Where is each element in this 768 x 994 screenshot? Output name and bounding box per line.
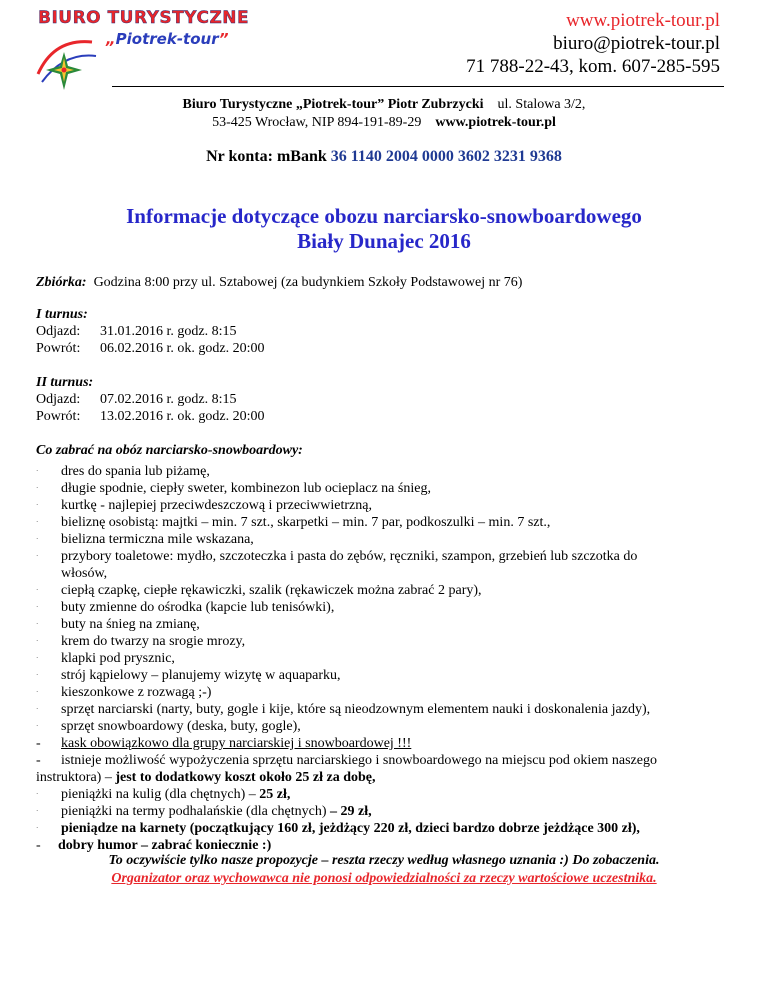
logo-title: BIURO TURYSTYCZNE [38,8,250,28]
list-item: kieszonkowe z rozwagą ;-) [61,685,212,700]
list-bullet: · [36,467,39,475]
list-item: bieliznę osobistą: majtki – min. 7 szt., skarpetki – min. 7 par, podkoszulki – min. 7 szt., [61,515,551,530]
list-bullet: · [36,705,39,713]
list-bullet: · [36,535,39,543]
list-item: buty na śnieg na zmianę, [61,617,200,632]
company-logo [34,8,284,94]
list-bullet: · [36,501,39,509]
helmet-notice: kask obowiązkowo dla grupy narciarskiej i snowboardowej !!! [61,736,412,751]
company-city-nip: 53-425 Wrocław, NIP 894-191-89-29 [212,115,422,130]
kulig-item [61,786,290,803]
list-bullet: · [36,654,39,662]
list-item: klapki pod prysznic, [61,651,175,666]
list-item: długie spodnie, ciepły sweter, kombinezon lub ocieplacz na śnieg, [61,481,431,496]
turnus1-return [36,340,265,357]
packing-heading: Co zabrać na obóz narciarsko-snowboardowy: [36,443,303,458]
company-address-line1 [0,96,768,114]
list-item: dres do spania lub piżamę, [61,464,210,479]
list-bullet: · [36,688,39,696]
turnus2-departure-value: 07.02.2016 r. godz. 8:15 [100,392,237,407]
list-bullet: · [36,518,39,526]
list-bullet: · [36,586,39,594]
termy-cost: – 29 zł, [330,804,372,819]
rental-info-text: instruktora) – [36,770,116,785]
humor-item: dobry humor – zabrać koniecznie :) [58,838,272,853]
list-bullet: · [36,790,39,798]
turnus1-departure-label: Odjazd: [36,324,81,339]
rental-cost: jest to dodatkowy koszt około 25 zł za dobę, [115,770,376,785]
list-item: przybory toaletowe: mydło, szczoteczka i pasta do zębów, ręczniki, szampon, grzebień lub szczotka do [61,549,638,564]
document-subtitle: Biały Dunajec 2016 [297,229,471,253]
turnus2-return-value: 13.02.2016 r. ok. godz. 20:00 [100,409,265,424]
list-item: ciepłą czapkę, ciepłe rękawiczki, szalik (rękawiczek można zabrać 2 pary), [61,583,482,598]
list-item-continuation: włosów, [61,566,108,581]
meeting-label: Zbiórka: [36,275,87,290]
turnus1-heading: I turnus: [36,307,88,322]
list-item: sprzęt snowboardowy (deska, buty, gogle), [61,719,301,734]
turnus1-departure [36,323,237,340]
list-bullet: · [36,722,39,730]
list-bullet: · [36,824,39,832]
logo-subtitle: „Piotrek-tour” [106,30,229,48]
document-title: Informacje dotyczące obozu narciarsko-snowboardowego [126,204,642,228]
list-item: bielizna termiczna mile wskazana, [61,532,254,547]
website-link[interactable]: www.piotrek-tour.pl [566,10,720,31]
email-link[interactable]: biuro@piotrek-tour.pl [553,33,720,54]
turnus2-departure-label: Odjazd: [36,392,81,407]
turnus1-return-value: 06.02.2016 r. ok. godz. 20:00 [100,341,265,356]
bank-account [0,148,768,166]
kulig-cost: 25 zł, [259,787,291,802]
header-divider [112,86,724,87]
account-label: Nr konta: mBank [206,148,327,165]
list-item: kurtkę - najlepiej przeciwdeszczową i przeciwwietrzną, [61,498,372,513]
list-bullet: · [36,552,39,560]
list-dash: - [36,736,41,751]
closing-note: To oczywiście tylko nasze propozycje – reszta rzeczy według własnego uznania :) Do zobaczenia. [108,853,660,868]
turnus2-heading: II turnus: [36,375,94,390]
list-bullet: · [36,807,39,815]
list-bullet: · [36,603,39,611]
list-dash: - [36,838,41,853]
turnus2-return [36,408,265,425]
meeting-point [36,274,522,291]
phone-number: 71 788-22-43, kom. 607-285-595 [466,56,720,77]
list-bullet: · [36,484,39,492]
rental-info-line2 [36,769,376,786]
contact-block [466,9,720,78]
list-bullet: · [36,671,39,679]
turnus2-departure [36,391,237,408]
company-address-line2 [0,114,768,132]
company-website[interactable]: www.piotrek-tour.pl [435,115,556,130]
list-bullet: · [36,620,39,628]
kulig-text: pieniążki na kulig (dla chętnych) – [61,787,260,802]
termy-item [61,803,372,820]
company-name: Biuro Turystyczne „Piotrek-tour” Piotr Zubrzycki [182,97,484,112]
turnus2-return-label: Powrót: [36,409,81,424]
rental-info-line1: istnieje możliwość wypożyczenia sprzętu narciarskiego i snowboardowego na miejscu pod okiem naszego [61,753,657,768]
turnus1-return-label: Powrót: [36,341,81,356]
list-bullet: · [36,637,39,645]
termy-text: pieniążki na termy podhalańskie (dla chętnych) [61,804,331,819]
turnus1-departure-value: 31.01.2016 r. godz. 8:15 [100,324,237,339]
karnety-item: pieniądze na karnety (początkujący 160 zł, jeżdżący 220 zł, dzieci bardzo dobrze jeżdżące 300 zł), [61,821,640,836]
account-number: 36 1140 2004 0000 3602 3231 9368 [330,148,562,165]
company-street: ul. Stalowa 3/2, [497,97,586,112]
meeting-text: Godzina 8:00 przy ul. Sztabowej (za budynkiem Szkoły Podstawowej nr 76) [93,275,523,290]
compass-star-icon [34,34,104,94]
liability-disclaimer: Organizator oraz wychowawca nie ponosi odpowiedzialności za rzeczy wartościowe uczestnika. [111,871,657,886]
list-dash: - [36,753,41,768]
list-item: krem do twarzy na srogie mrozy, [61,634,246,649]
list-item: sprzęt narciarski (narty, buty, gogle i kije, które są nieodzownym elementem nauki i doskonalenia jazdy), [61,702,651,717]
list-item: strój kąpielowy – planujemy wizytę w aquaparku, [61,668,341,683]
list-item: buty zmienne do ośrodka (kapcie lub tenisówki), [61,600,335,615]
